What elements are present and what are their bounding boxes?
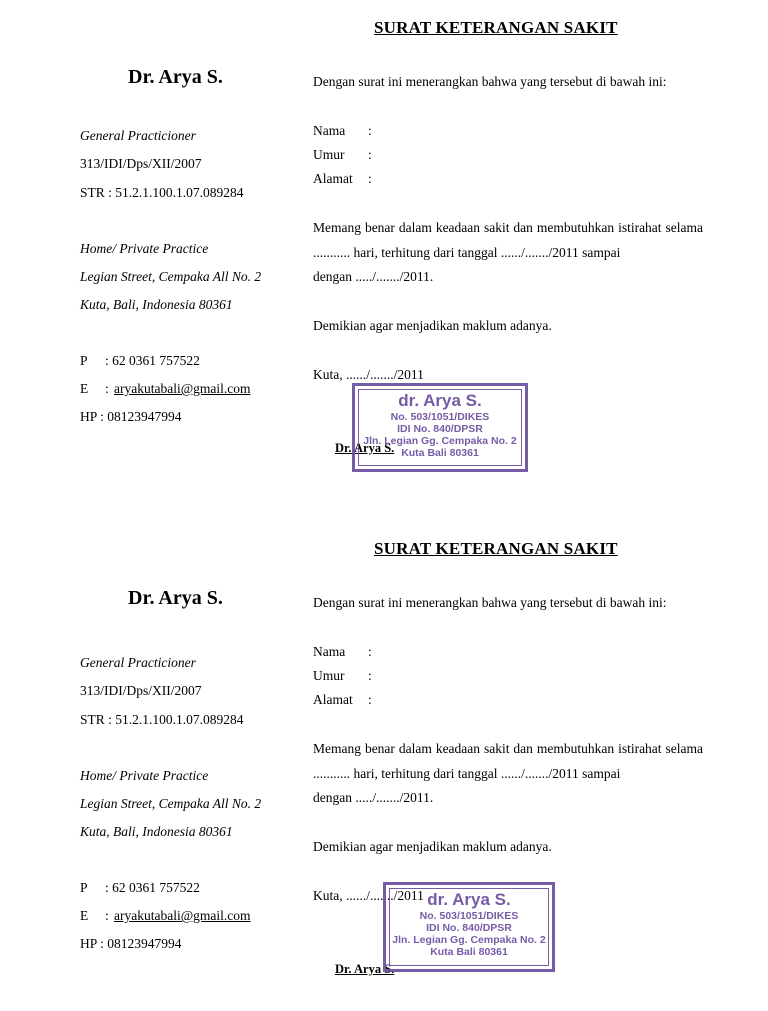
- closing-text: Demikian agar menjadikan maklum adanya.: [313, 318, 552, 333]
- statement-last-line: dengan ...../......./2011.: [313, 790, 434, 805]
- field-alamat-colon: :: [368, 171, 372, 186]
- stamp-line4: Kuta Bali 80361: [430, 946, 508, 958]
- hp-number: HP : 08123947994: [80, 409, 182, 424]
- practice-type: Home/ Private Practice: [80, 241, 209, 256]
- practice-address-line2: Kuta, Bali, Indonesia 80361: [80, 824, 233, 839]
- email-label: E: [80, 908, 89, 923]
- statement-last-line: dengan ...../......./2011.: [313, 269, 434, 284]
- field-umur-colon: :: [368, 668, 372, 683]
- stamp-name: dr. Arya S.: [427, 890, 511, 909]
- field-alamat-label: Alamat: [313, 692, 353, 707]
- letter-title: SURAT KETERANGAN SAKIT: [374, 539, 618, 558]
- letter-title: SURAT KETERANGAN SAKIT: [374, 18, 618, 37]
- field-nama-label: Nama: [313, 644, 346, 659]
- doctor-registration: 313/IDI/Dps/XII/2007: [80, 156, 202, 171]
- stamp-line3: Jln. Legian Gg. Cempaka No. 2: [392, 934, 546, 946]
- stamp-line1: No. 503/1051/DIKES: [390, 411, 490, 423]
- email-link[interactable]: aryakutabali@gmail.com: [114, 381, 251, 396]
- email-prefix: :: [105, 381, 109, 396]
- doctor-stamp: [383, 882, 555, 972]
- doctor-role: General Practicioner: [80, 128, 196, 143]
- email-link[interactable]: aryakutabali@gmail.com: [114, 908, 251, 923]
- field-nama-colon: :: [368, 123, 372, 138]
- practice-type: Home/ Private Practice: [80, 768, 209, 783]
- doctor-name-heading: Dr. Arya S.: [128, 66, 223, 88]
- stamp-line4: Kuta Bali 80361: [401, 447, 479, 459]
- field-umur-label: Umur: [313, 668, 345, 683]
- sick-letter-1: [0, 0, 768, 490]
- doctor-name-heading: Dr. Arya S.: [128, 587, 223, 609]
- statement-paragraph: [313, 216, 703, 290]
- stamp-line3: Jln. Legian Gg. Cempaka No. 2: [363, 435, 517, 447]
- doctor-str: STR : 51.2.1.100.1.07.089284: [80, 712, 244, 727]
- hp-number: HP : 08123947994: [80, 936, 182, 951]
- stamp-line2: IDI No. 840/DPSR: [426, 922, 512, 934]
- stamp-line1: No. 503/1051/DIKES: [419, 910, 519, 922]
- email-label: E: [80, 381, 89, 396]
- doctor-role: General Practicioner: [80, 655, 196, 670]
- doctor-stamp: [352, 383, 528, 472]
- place-date: Kuta, ....../......./2011: [313, 888, 424, 903]
- phone-label: P: [80, 880, 88, 895]
- statement-paragraph: [313, 737, 703, 811]
- field-nama-colon: :: [368, 644, 372, 659]
- field-alamat-colon: :: [368, 692, 372, 707]
- statement-body: Memang benar dalam keadaan sakit dan membutuhkan istirahat selama ........... hari, terhitung dari tanggal ....../......./2011 sampai: [313, 741, 703, 781]
- intro-text: Dengan surat ini menerangkan bahwa yang tersebut di bawah ini:: [313, 595, 667, 610]
- phone-label: P: [80, 353, 88, 368]
- practice-address-line2: Kuta, Bali, Indonesia 80361: [80, 297, 233, 312]
- practice-address-line1: Legian Street, Cempaka All No. 2: [80, 269, 262, 284]
- stamp-line2: IDI No. 840/DPSR: [397, 423, 483, 435]
- stamp-name: dr. Arya S.: [398, 391, 482, 410]
- field-nama-label: Nama: [313, 123, 346, 138]
- intro-text: Dengan surat ini menerangkan bahwa yang tersebut di bawah ini:: [313, 74, 667, 89]
- sick-letter-2: [0, 521, 768, 1011]
- email-prefix: :: [105, 908, 109, 923]
- signature-name: Dr. Arya S.: [335, 962, 395, 976]
- closing-text: Demikian agar menjadikan maklum adanya.: [313, 839, 552, 854]
- phone-number: : 62 0361 757522: [105, 353, 200, 368]
- doctor-str: STR : 51.2.1.100.1.07.089284: [80, 185, 244, 200]
- phone-number: : 62 0361 757522: [105, 880, 200, 895]
- place-date: Kuta, ....../......./2011: [313, 367, 424, 382]
- practice-address-line1: Legian Street, Cempaka All No. 2: [80, 796, 262, 811]
- doctor-registration: 313/IDI/Dps/XII/2007: [80, 683, 202, 698]
- statement-body: Memang benar dalam keadaan sakit dan membutuhkan istirahat selama ........... hari, terhitung dari tanggal ....../......./2011 sampai: [313, 220, 703, 260]
- field-umur-label: Umur: [313, 147, 345, 162]
- field-umur-colon: :: [368, 147, 372, 162]
- field-alamat-label: Alamat: [313, 171, 353, 186]
- signature-name: Dr. Arya S.: [335, 441, 395, 455]
